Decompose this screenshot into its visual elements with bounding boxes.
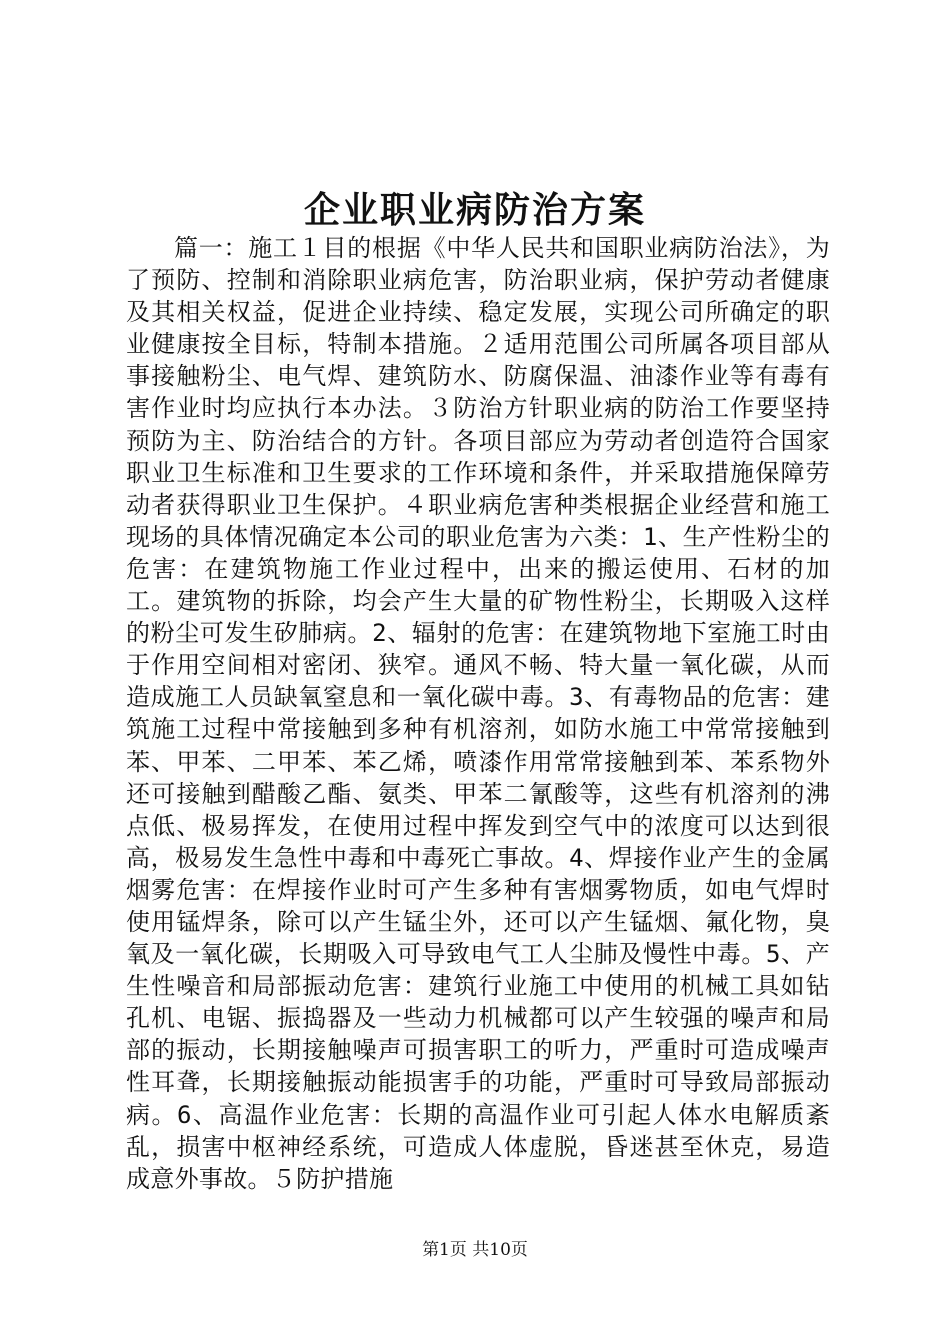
document-title: 企业职业病防治方案 [303,189,646,231]
document-body: 篇一：施工１目的根据《中华人民共和国职业病防治法》，为了预防、控制和消除职业病危害，防治职业病，保护劳动者健康及其相关权益，促进企业持续、稳定发展，实现公司所确定的职业健康按全目标，特制本措施。２适用范围公司所属各项目部从事接触粉尘、电气焊、建筑防水、防腐保温、油漆作业等有毒有害作业时均应执行本办法。３防治方针职业病的防治工作要坚持预防为主、防治结合的方针。各项目部应为劳动者创造符合国家职业卫生标准和卫生要求的工作环境和条件，并采取措施保障劳动者获得职业卫生保护。４职业病危害种类根据企业经营和施工现场的具体情况确定本公司的职业危害为六类：1、生产性粉尘的危害：在建筑物施工作业过程中，出来的搬运使用、石材的加工。建筑物的拆除，均会产生大量的矿物性粉尘，长期吸入这样的粉尘可发生矽肺病。2、辐射的危害：在建筑物地下室施工时由于作用空间相对密闭、狭窄。通风不畅、特大量一氧化碳，从而造成施工人员缺氧窒息和一氧化碳中毒。3、有毒物品的危害：建筑施工过程中常接触到多种有机溶剂，如防水施工中常常接触到苯、甲苯、二甲苯、苯乙烯，喷漆作用常常接触到苯、苯系物外还可接触到醋酸乙酯、氨类、甲苯二氰酸等，这些有机溶剂的沸点低、极易挥发，在使用过程中挥发到空气中的浓度可以达到很高，极易发生急性中毒和中毒死亡事故。4、焊接作业产生的金属烟雾危害：在焊接作业时可产生多种有害烟雾物质，如电气焊时使用锰焊条，除可以产生锰尘外，还可以产生锰烟、氟化物，臭氧及一氧化碳，长期吸入可导致电气工人尘肺及慢性中毒。5、产生性噪音和局部振动危害：建筑行业施工中使用的机械工具如钻孔机、电锯、振捣器及一些动力机械都可以产生较强的噪声和局部的振动，长期接触噪声可损害职工的听力，严重时可造成噪声性耳聋，长期接触振动能损害手的功能，严重时可导致局部振动病。6、高温作业危害：长期的高温作业可引起人体水电解质紊乱，损害中枢神经系统，可造成人体虚脱，昏迷甚至休克，易造成意外事故。５防护措施 [126,234,830,1193]
page-number-footer: 第1页 共10页 [422,1240,528,1260]
